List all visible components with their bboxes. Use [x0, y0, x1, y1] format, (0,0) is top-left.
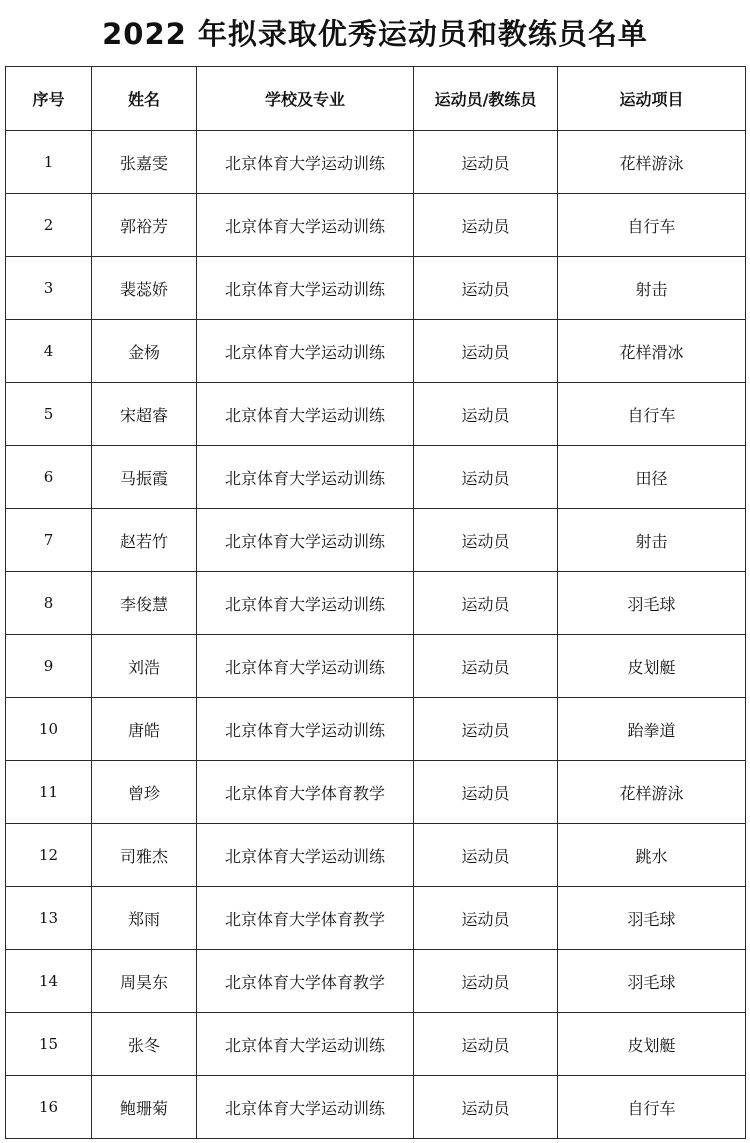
name-cell: 唐皓 — [92, 698, 197, 761]
table-row — [6, 1076, 746, 1139]
role-cell: 运动员 — [414, 131, 558, 194]
name-cell: 马振霞 — [92, 446, 197, 509]
role-cell: 运动员 — [414, 194, 558, 257]
sport-cell: 花样游泳 — [558, 761, 746, 824]
table-row — [6, 1013, 746, 1076]
name-cell: 赵若竹 — [92, 509, 197, 572]
serial-number-cell: 2 — [6, 194, 92, 257]
school-major-cell: 北京体育大学运动训练 — [197, 698, 414, 761]
role-cell: 运动员 — [414, 1013, 558, 1076]
table-row — [6, 572, 746, 635]
serial-number-cell: 10 — [6, 698, 92, 761]
name-cell: 郑雨 — [92, 887, 197, 950]
name-cell: 司雅杰 — [92, 824, 197, 887]
role-cell: 运动员 — [414, 257, 558, 320]
serial-number-cell: 12 — [6, 824, 92, 887]
table-row — [6, 509, 746, 572]
school-major-cell: 北京体育大学运动训练 — [197, 1013, 414, 1076]
school-major-cell: 北京体育大学运动训练 — [197, 194, 414, 257]
sport-cell: 跳水 — [558, 824, 746, 887]
sport-cell: 田径 — [558, 446, 746, 509]
roster-table — [5, 66, 746, 1139]
table-row — [6, 887, 746, 950]
serial-number-cell: 4 — [6, 320, 92, 383]
school-major-cell: 北京体育大学运动训练 — [197, 320, 414, 383]
serial-number-cell: 6 — [6, 446, 92, 509]
sport-cell: 皮划艇 — [558, 1013, 746, 1076]
table-body — [6, 131, 746, 1139]
role-cell: 运动员 — [414, 887, 558, 950]
name-cell: 刘浩 — [92, 635, 197, 698]
table-row — [6, 257, 746, 320]
school-major-cell: 北京体育大学运动训练 — [197, 824, 414, 887]
table-row — [6, 131, 746, 194]
sport-cell: 羽毛球 — [558, 887, 746, 950]
header-school-major: 学校及专业 — [197, 67, 414, 131]
serial-number-cell: 16 — [6, 1076, 92, 1139]
table-row — [6, 383, 746, 446]
name-cell: 李俊慧 — [92, 572, 197, 635]
table-header — [6, 67, 746, 131]
school-major-cell: 北京体育大学运动训练 — [197, 257, 414, 320]
school-major-cell: 北京体育大学运动训练 — [197, 446, 414, 509]
role-cell: 运动员 — [414, 1076, 558, 1139]
serial-number-cell: 5 — [6, 383, 92, 446]
sport-cell: 自行车 — [558, 383, 746, 446]
page-title: 2022 年拟录取优秀运动员和教练员名单 — [102, 17, 648, 51]
name-cell: 周昊东 — [92, 950, 197, 1013]
role-cell: 运动员 — [414, 698, 558, 761]
header-role: 运动员/教练员 — [414, 67, 558, 131]
school-major-cell: 北京体育大学运动训练 — [197, 1076, 414, 1139]
sport-cell: 跆拳道 — [558, 698, 746, 761]
school-major-cell: 北京体育大学运动训练 — [197, 635, 414, 698]
sport-cell: 花样游泳 — [558, 131, 746, 194]
header-row — [6, 67, 746, 131]
header-name: 姓名 — [92, 67, 197, 131]
sport-cell: 皮划艇 — [558, 635, 746, 698]
name-cell: 张冬 — [92, 1013, 197, 1076]
role-cell: 运动员 — [414, 950, 558, 1013]
serial-number-cell: 3 — [6, 257, 92, 320]
serial-number-cell: 11 — [6, 761, 92, 824]
name-cell: 裴蕊娇 — [92, 257, 197, 320]
school-major-cell: 北京体育大学体育教学 — [197, 950, 414, 1013]
role-cell: 运动员 — [414, 761, 558, 824]
table-row — [6, 635, 746, 698]
header-sport: 运动项目 — [558, 67, 746, 131]
serial-number-cell: 7 — [6, 509, 92, 572]
table-row — [6, 446, 746, 509]
role-cell: 运动员 — [414, 320, 558, 383]
school-major-cell: 北京体育大学体育教学 — [197, 887, 414, 950]
name-cell: 张嘉雯 — [92, 131, 197, 194]
sport-cell: 射击 — [558, 509, 746, 572]
sport-cell: 射击 — [558, 257, 746, 320]
school-major-cell: 北京体育大学运动训练 — [197, 509, 414, 572]
name-cell: 宋超睿 — [92, 383, 197, 446]
school-major-cell: 北京体育大学体育教学 — [197, 761, 414, 824]
school-major-cell: 北京体育大学运动训练 — [197, 383, 414, 446]
table-row — [6, 194, 746, 257]
school-major-cell: 北京体育大学运动训练 — [197, 572, 414, 635]
name-cell: 鲍珊菊 — [92, 1076, 197, 1139]
role-cell: 运动员 — [414, 635, 558, 698]
table-row — [6, 698, 746, 761]
sport-cell: 羽毛球 — [558, 950, 746, 1013]
role-cell: 运动员 — [414, 383, 558, 446]
serial-number-cell: 15 — [6, 1013, 92, 1076]
serial-number-cell: 13 — [6, 887, 92, 950]
table-row — [6, 950, 746, 1013]
name-cell: 曾珍 — [92, 761, 197, 824]
sport-cell: 羽毛球 — [558, 572, 746, 635]
role-cell: 运动员 — [414, 446, 558, 509]
role-cell: 运动员 — [414, 509, 558, 572]
sport-cell: 自行车 — [558, 1076, 746, 1139]
name-cell: 郭裕芳 — [92, 194, 197, 257]
serial-number-cell: 14 — [6, 950, 92, 1013]
school-major-cell: 北京体育大学运动训练 — [197, 131, 414, 194]
role-cell: 运动员 — [414, 572, 558, 635]
serial-number-cell: 9 — [6, 635, 92, 698]
sport-cell: 花样滑冰 — [558, 320, 746, 383]
header-serial-number: 序号 — [6, 67, 92, 131]
table-row — [6, 824, 746, 887]
table-row — [6, 320, 746, 383]
serial-number-cell: 8 — [6, 572, 92, 635]
name-cell: 金杨 — [92, 320, 197, 383]
sport-cell: 自行车 — [558, 194, 746, 257]
serial-number-cell: 1 — [6, 131, 92, 194]
table-row — [6, 761, 746, 824]
role-cell: 运动员 — [414, 824, 558, 887]
